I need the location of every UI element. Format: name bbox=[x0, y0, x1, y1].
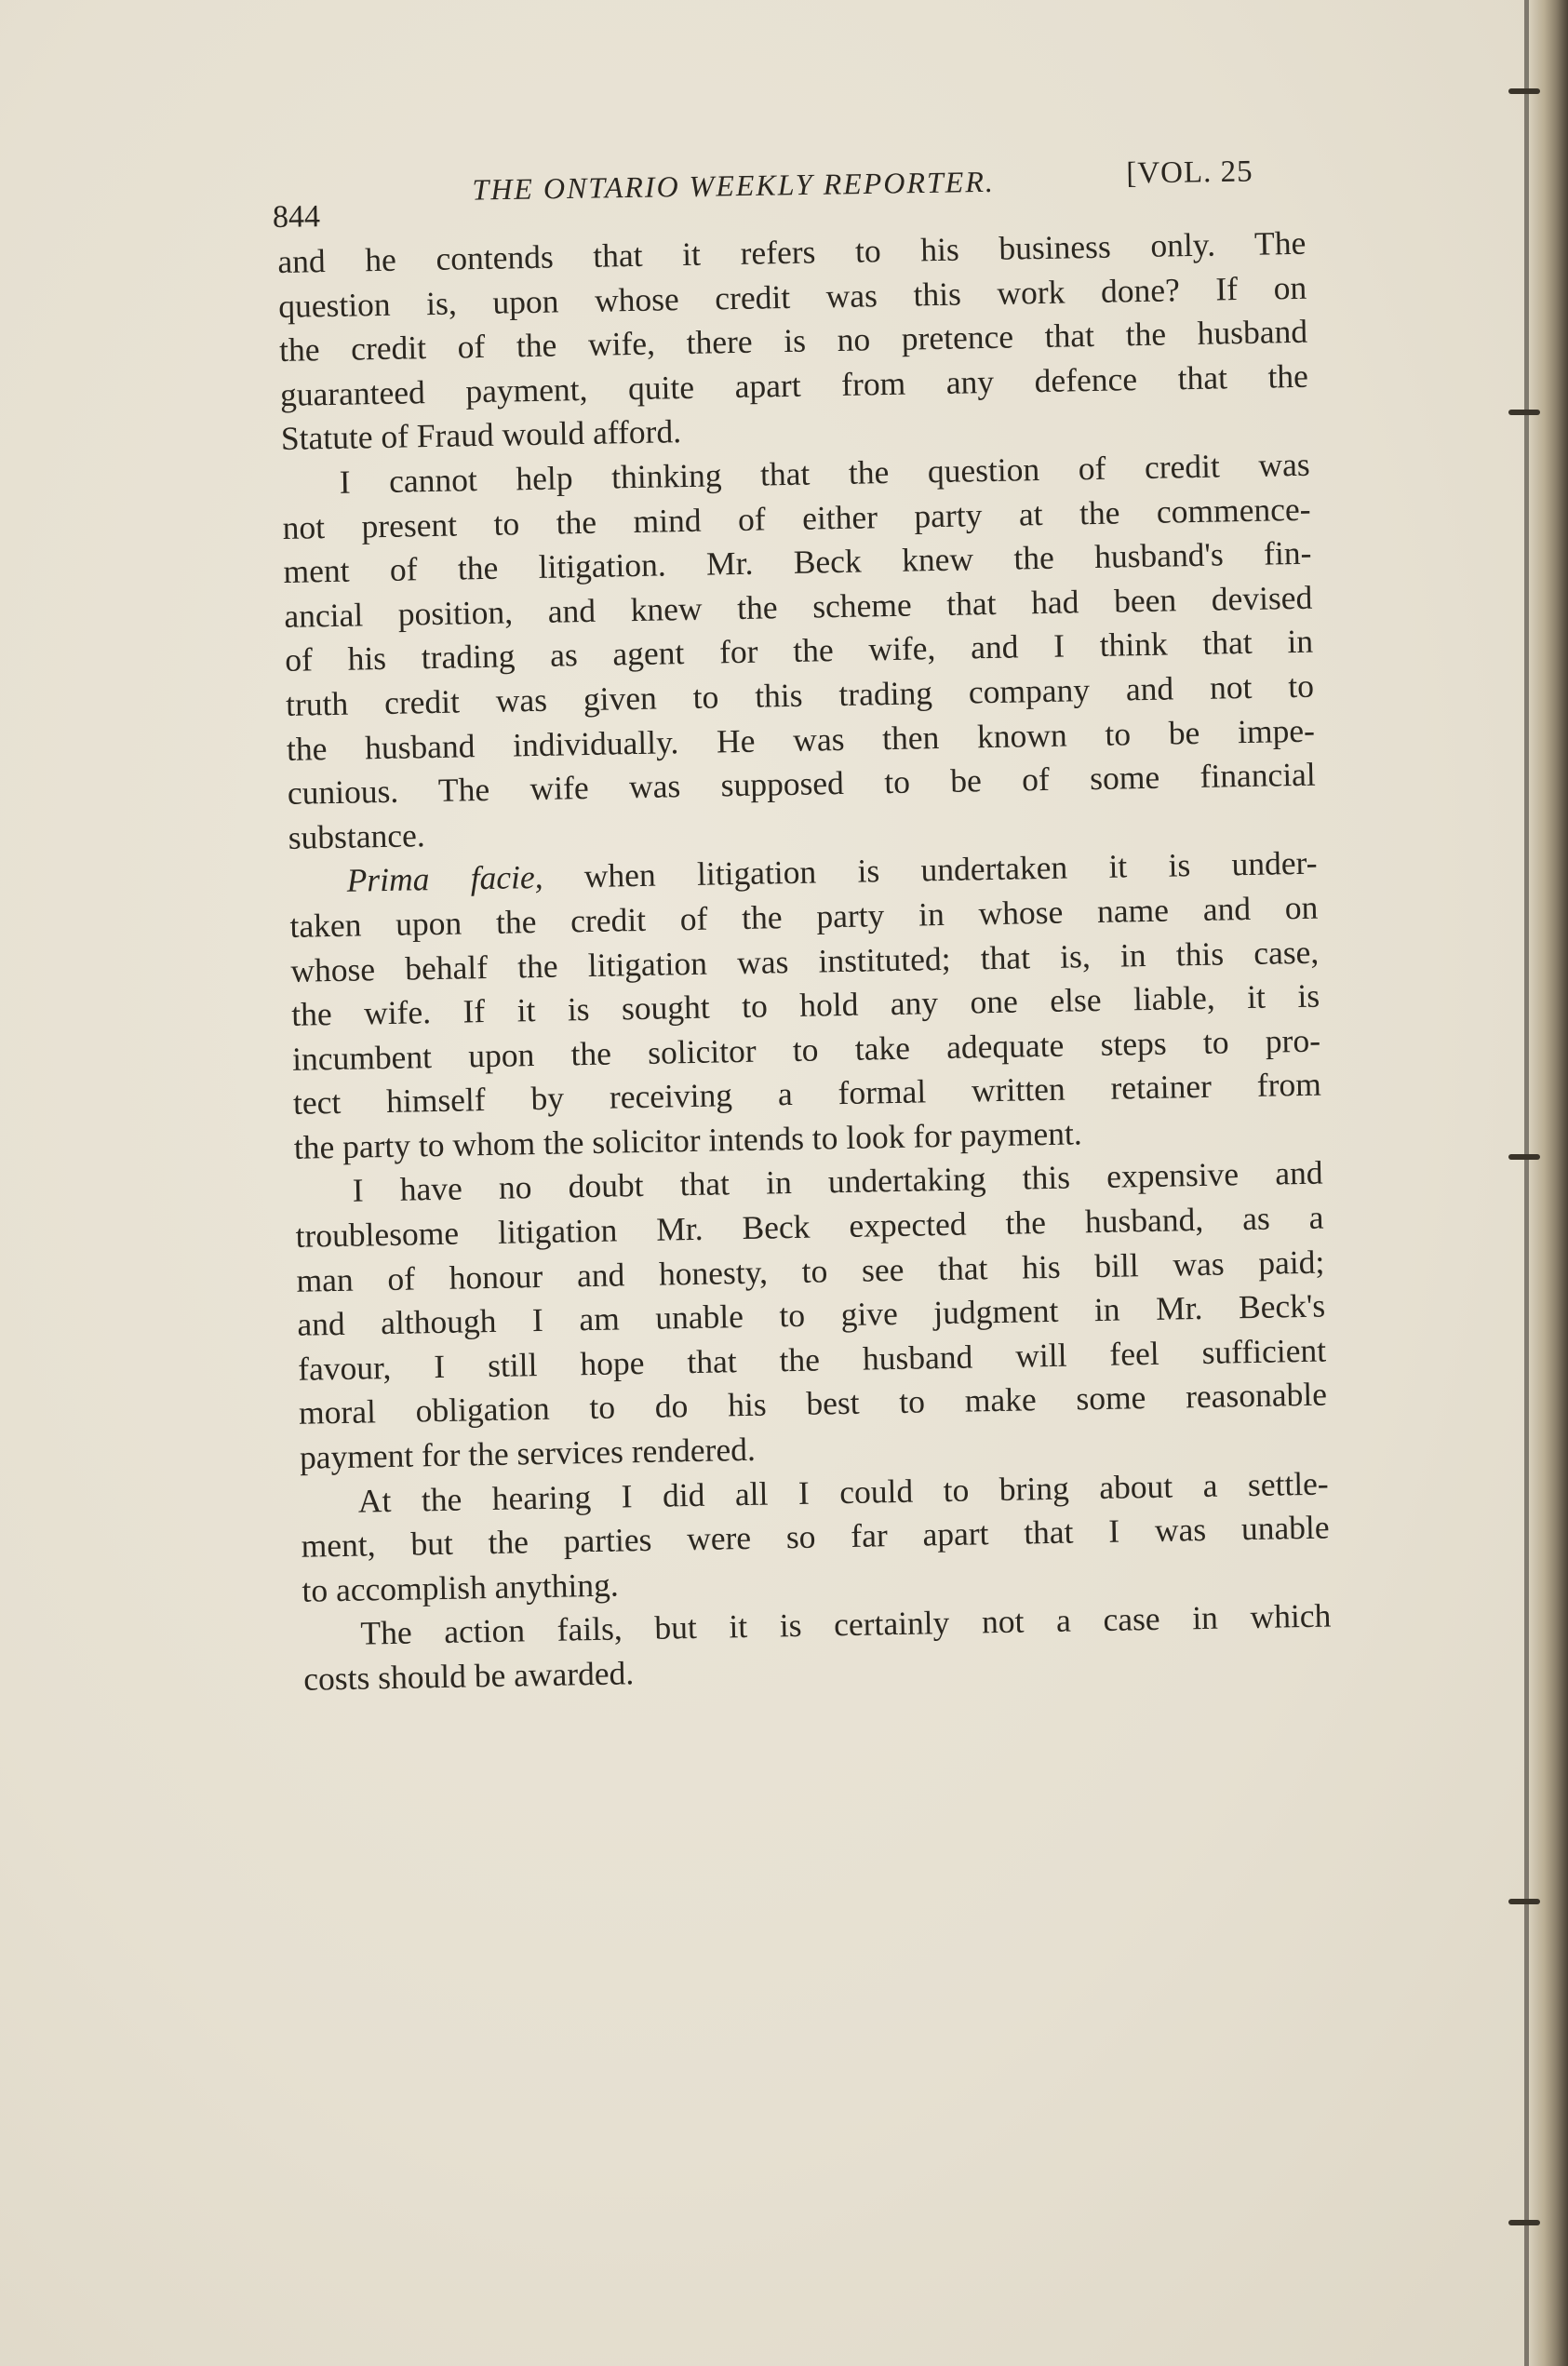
running-title: THE ONTARIO WEEKLY REPORTER. bbox=[472, 164, 996, 207]
text-line: and although I am unable to give judgment in Mr. Beck's bbox=[296, 1286, 1326, 1344]
text-line: I have no doubt that in undertaking this expensive and bbox=[352, 1154, 1323, 1210]
text-line: favour, I still hope that the husband will feel sufficient bbox=[297, 1331, 1327, 1388]
text-line: troublesome litigation Mr. Beck expected the husband, as a bbox=[295, 1198, 1324, 1255]
paragraph bbox=[281, 443, 1317, 861]
text-line: cunious. The wife was supposed to be of some financial bbox=[287, 755, 1317, 813]
paragraph bbox=[277, 222, 1309, 462]
text-line: of his trading as agent for the wife, and I think that in bbox=[284, 623, 1314, 679]
text-line: man of honour and honesty, to see that his bill was paid; bbox=[296, 1243, 1325, 1299]
text-line: Statute of Fraud would afford. bbox=[280, 412, 682, 458]
text-line: not present to the mind of either party at the commence- bbox=[282, 490, 1311, 546]
text-line: the wife. If it is sought to hold any one else liable, it is bbox=[290, 976, 1320, 1033]
text-line: ment of the litigation. Mr. Beck knew the husband's fin- bbox=[283, 533, 1312, 591]
text-fragment: when litigation is undertaken it is under- bbox=[543, 843, 1318, 896]
paragraph bbox=[288, 841, 1322, 1170]
body-text bbox=[277, 222, 1333, 1702]
text-line: the party to whom the solicitor intends to look for payment. bbox=[293, 1114, 1083, 1166]
text-line: guaranteed payment, quite apart from any defence that the bbox=[279, 356, 1309, 413]
text-line: to accomplish anything. bbox=[302, 1566, 620, 1609]
binding-stitch bbox=[1508, 1899, 1540, 1904]
text-line: At the hearing I did all I could to bring about a settle- bbox=[357, 1464, 1330, 1520]
text-line: question is, upon whose credit was this work done? If on bbox=[277, 268, 1307, 325]
page-number: 844 bbox=[272, 199, 321, 235]
paragraph bbox=[300, 1461, 1330, 1613]
text-line: ment, but the parties were so far apart that I was unable bbox=[301, 1508, 1330, 1565]
text-line: the husband individually. He was then known to be impe- bbox=[286, 711, 1316, 768]
binding-stitch bbox=[1508, 2220, 1540, 2225]
page-binding bbox=[1529, 0, 1568, 2366]
text-line: the credit of the wife, there is no pretence that the husband bbox=[278, 312, 1308, 370]
italic-lead: Prima facie, bbox=[346, 858, 543, 900]
text-line: whose behalf the litigation was instituted; that is, in this case, bbox=[290, 933, 1320, 989]
volume-label: [VOL. 25 bbox=[1126, 155, 1253, 191]
text-line: moral obligation to do his best to make some reasonable bbox=[298, 1375, 1328, 1432]
binding-edge bbox=[1524, 0, 1529, 2366]
binding-stitch bbox=[1508, 410, 1540, 415]
text-line: incumbent upon the solicitor to take adequate steps to pro- bbox=[291, 1021, 1321, 1078]
text-line: costs should be awarded. bbox=[302, 1654, 635, 1698]
text-line: ancial position, and knew the scheme that had been devised bbox=[284, 578, 1313, 635]
text-line: taken upon the credit of the party in whose name and on bbox=[289, 888, 1319, 945]
text-line: I cannot help thinking that the question of credit was bbox=[339, 445, 1310, 501]
text-line: and he contends that it refers to his business only. The bbox=[277, 223, 1307, 280]
binding-stitch bbox=[1508, 1154, 1540, 1160]
paragraph bbox=[294, 1151, 1328, 1480]
text-line: The action fails, but it is certainly not a case in which bbox=[360, 1596, 1332, 1653]
text-line: tect himself by receiving a formal written retainer from bbox=[292, 1065, 1322, 1123]
text-line: truth credit was given to this trading company and not to bbox=[285, 666, 1315, 723]
text-line: payment for the services rendered. bbox=[299, 1430, 757, 1476]
paragraph bbox=[302, 1594, 1333, 1701]
text-line: substance. bbox=[288, 815, 425, 856]
page-header bbox=[272, 147, 1282, 235]
binding-stitch bbox=[1508, 88, 1540, 94]
